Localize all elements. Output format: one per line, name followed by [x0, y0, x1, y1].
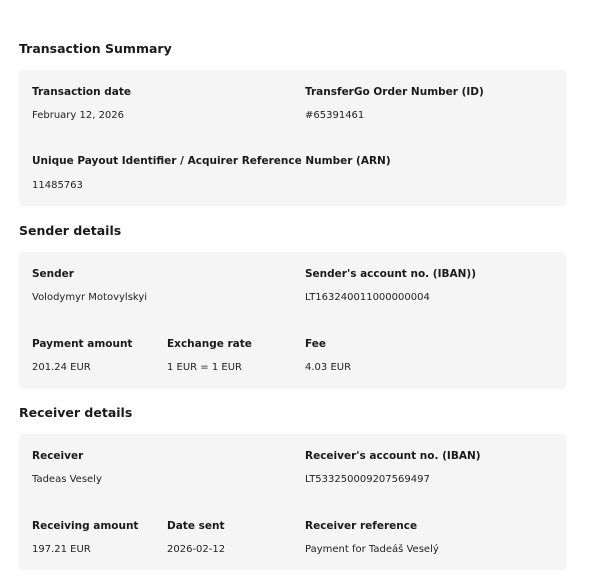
- exchange-rate-value: 1 EUR = 1 EUR: [167, 362, 242, 373]
- sender-details-title: Sender details: [19, 223, 122, 238]
- sender-iban-value: LT163240011000000004: [305, 292, 430, 303]
- payment-amount-label: Payment amount: [32, 338, 133, 350]
- order-number-label: TransferGo Order Number (ID): [305, 86, 484, 98]
- receiver-iban-label: Receiver's account no. (IBAN): [305, 450, 481, 462]
- receiving-amount-value: 197.21 EUR: [32, 544, 91, 555]
- receiver-details-title: Receiver details: [19, 405, 133, 420]
- receiver-value: Tadeas Vesely: [32, 474, 102, 485]
- date-sent-label: Date sent: [167, 520, 225, 532]
- sender-iban-label: Sender's account no. (IBAN)): [305, 268, 477, 280]
- receiver-reference-value: Payment for Tadeáš Veselý: [305, 544, 439, 555]
- sender-details-card: [19, 252, 566, 389]
- sender-label: Sender: [32, 268, 74, 280]
- transaction-summary-card: [19, 70, 566, 206]
- transaction-date-label: Transaction date: [32, 86, 132, 98]
- receiver-label: Receiver: [32, 450, 84, 462]
- date-sent-value: 2026-02-12: [167, 544, 226, 555]
- receiver-reference-label: Receiver reference: [305, 520, 418, 532]
- receiver-iban-value: LT533250009207569497: [305, 474, 430, 485]
- fee-value: 4.03 EUR: [305, 362, 352, 373]
- transaction-summary-title: Transaction Summary: [19, 41, 172, 56]
- fee-label: Fee: [305, 338, 326, 350]
- receiver-details-card: [19, 434, 566, 570]
- arn-label: Unique Payout Identifier / Acquirer Reference Number (ARN): [32, 155, 391, 167]
- receiving-amount-label: Receiving amount: [32, 520, 139, 532]
- sender-value: Volodymyr Motovylskyi: [32, 292, 148, 303]
- arn-value: 11485763: [32, 180, 83, 191]
- order-number-value: #65391461: [305, 110, 365, 121]
- transaction-date-value: February 12, 2026: [32, 110, 125, 121]
- exchange-rate-label: Exchange rate: [167, 338, 252, 350]
- payment-amount-value: 201.24 EUR: [32, 362, 91, 373]
